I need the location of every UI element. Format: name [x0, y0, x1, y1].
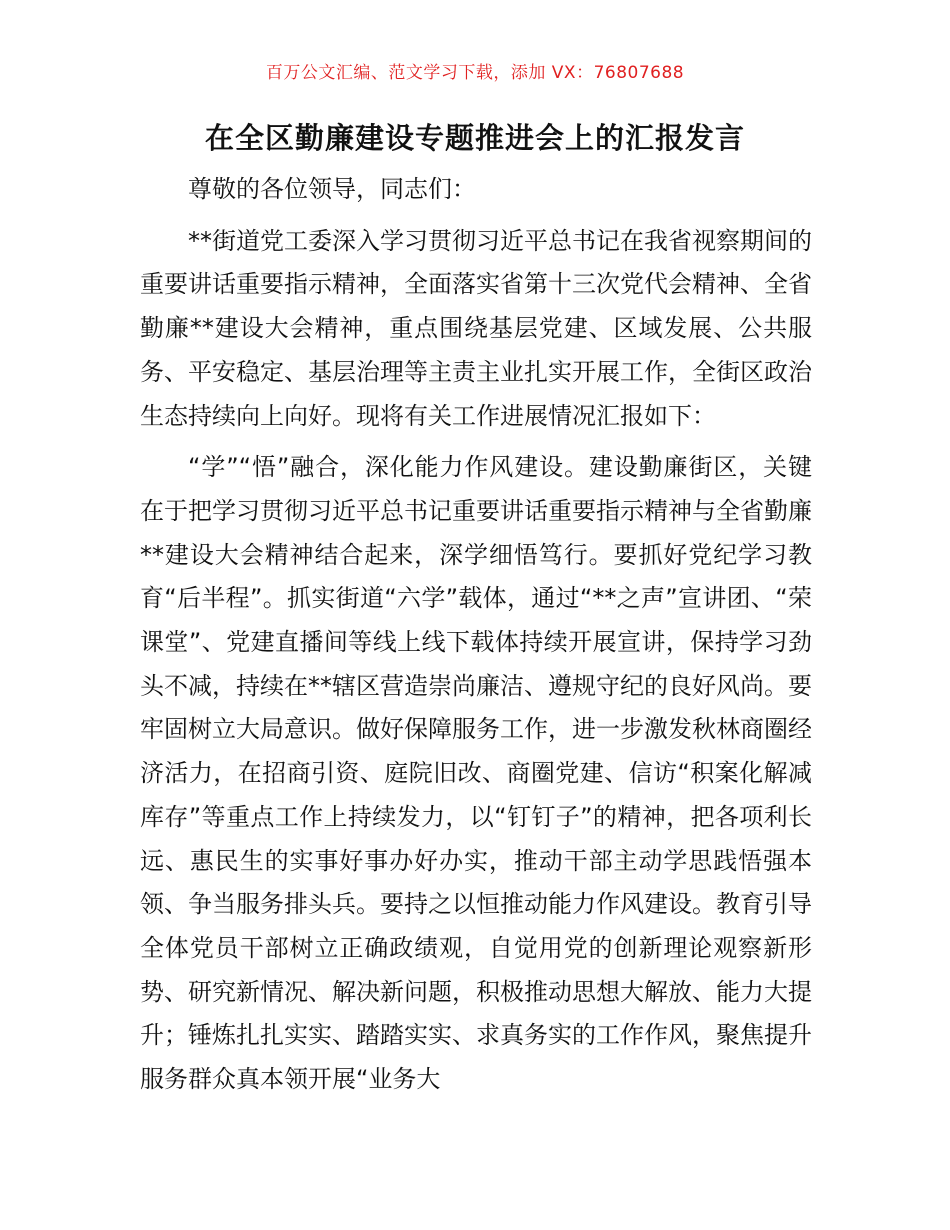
paragraph-study: “学”“悟”融合，深化能力作风建设。建设勤廉街区，关键在于把学习贯彻习近平总书记重要讲话重要指示精神与全省勤廉**建设大会精神结合起来，深学细悟笃行。要抓好党纪学习教育“后半程”。抓实街道“六学”载体，通过“**之声”宣讲团、“荣课堂”、党建直播间等线上线下载体持续开展宣讲，保持学习劲头不减，持续在**辖区营造崇尚廉洁、遵规守纪的良好风尚。要牢固树立大局意识。做好保障服务工作，进一步激发秋林商圈经济活力，在招商引资、庭院旧改、商圈党建、信访“积案化解减库存”等重点工作上持续发力，以“钉钉子”的精神，把各项利长远、惠民生的实事好事办好办实，推动干部主动学思践悟强本领、争当服务排头兵。要持之以恒推动能力作风建设。教育引导全体党员干部树立正确政绩观，自觉用党的创新理论观察新形势、研究新情况、解决新问题，积极推动思想大解放、能力大提升；锤炼扎扎实实、踏踏实实、求真务实的工作作风，聚焦提升服务群众真本领开展“业务大	[140, 453, 812, 1094]
document-body	[140, 168, 812, 1102]
header-watermark-text: 百万公文汇编、范文学习下载，添加 VX：76807688	[265, 63, 685, 83]
paragraph-intro: **街道党工委深入学习贯彻习近平总书记在我省视察期间的重要讲话重要指示精神，全面落实省第十三次党代会精神、全省勤廉**建设大会精神，重点围绕基层党建、区域发展、公共服务、平安稳定、基层治理等主责主业扎实开展工作，全街区政治生态持续向上向好。现将有关工作进展情况汇报如下：	[140, 226, 812, 430]
document-title: 在全区勤廉建设专题推进会上的汇报发言	[204, 121, 745, 155]
salutation: 尊敬的各位领导，同志们：	[188, 175, 476, 203]
